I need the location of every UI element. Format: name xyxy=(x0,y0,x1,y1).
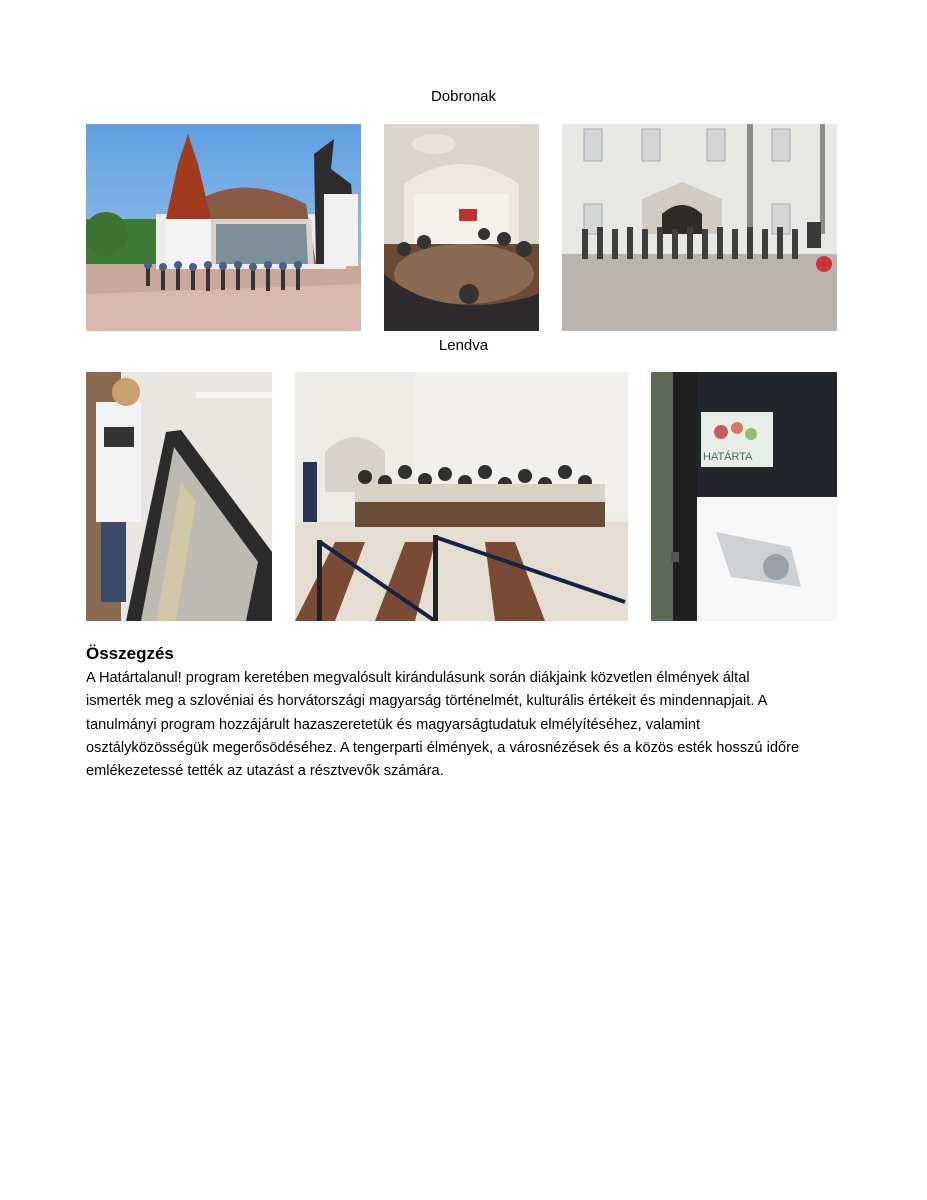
summary-text xyxy=(86,667,846,783)
summary-line: ismerték meg a szlovéniai és horvátországi magyarság történelmét, kulturális értékeit és mindennapjait. A xyxy=(86,693,768,710)
dobronak-church-photo xyxy=(86,124,361,331)
lendva-room-photo xyxy=(295,372,628,621)
summary-title: Összegzés xyxy=(86,644,174,663)
summary-line: A Határtalanul! program keretében megvalósult kirándulásunk során diákjaink közvetlen élmények által xyxy=(86,670,750,686)
summary-line: emlékezetessé tették az utazást a résztvevők számára. xyxy=(86,763,444,780)
summary-line: tanulmányi program hozzájárult hazaszeretetük és magyarságtudatuk elmélyítéséhez, valamint xyxy=(86,716,701,733)
photo-caption-dobronak: Dobronak xyxy=(430,88,497,105)
dobronak-building-group-photo xyxy=(562,124,837,331)
summary-section xyxy=(86,643,846,783)
lendva-bus-photo xyxy=(651,372,837,621)
summary-line: osztályközösségük megerősödéséhez. A tengerparti élmények, a városnézések és a közös esték hosszú időre xyxy=(86,739,800,756)
dobronak-hall-photo xyxy=(384,124,539,331)
bus-sign-text: HATÁRTA xyxy=(703,451,753,463)
photo-caption-lendva: Lendva xyxy=(438,337,489,354)
lendva-showcase-photo xyxy=(86,372,272,621)
